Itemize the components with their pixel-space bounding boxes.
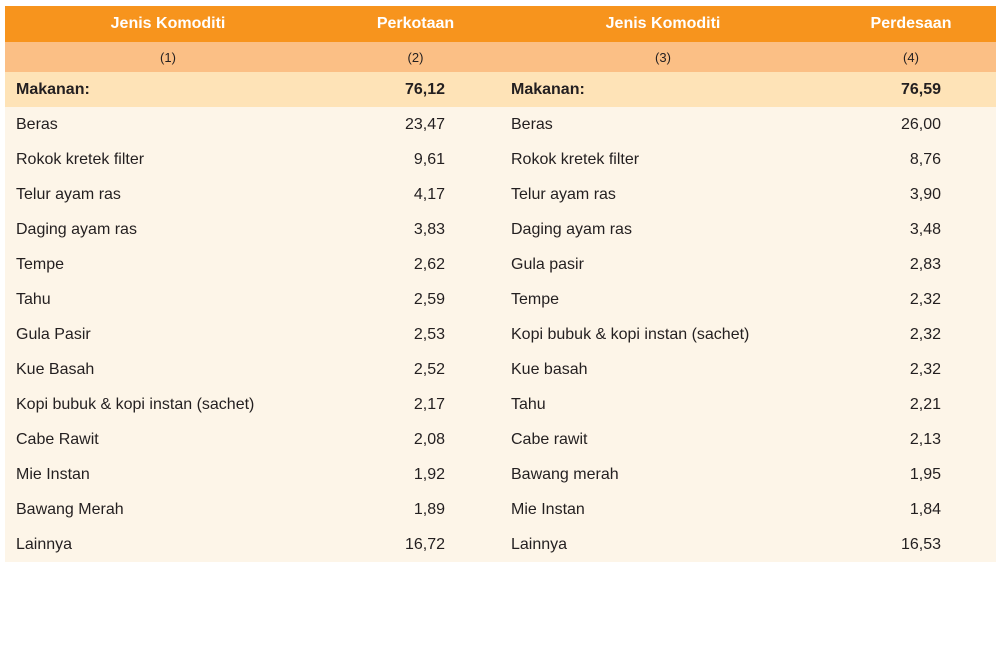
rural-commodity-cell: Mie Instan	[511, 500, 585, 518]
column-number-row	[5, 42, 996, 72]
urban-commodity-cell: Tahu	[16, 290, 51, 308]
column-number-4: (4)	[903, 49, 919, 65]
urban-value-cell: 2,62	[413, 255, 445, 273]
rural-commodity-cell: Bawang merah	[511, 465, 619, 483]
rural-commodity-cell: Kue basah	[511, 360, 588, 378]
rural-value-cell: 3,90	[909, 185, 941, 203]
rural-value-cell: 2,21	[909, 395, 941, 413]
table-row	[5, 422, 996, 457]
table-row	[5, 142, 996, 177]
rural-commodity-cell: Tahu	[511, 395, 546, 413]
table-row	[5, 212, 996, 247]
table-row	[5, 492, 996, 527]
urban-value-cell: 2,17	[413, 395, 445, 413]
urban-value-cell: 3,83	[413, 220, 445, 238]
rural-commodity-cell: Daging ayam ras	[511, 220, 632, 238]
header-urban-commodity: Jenis Komoditi	[110, 15, 226, 32]
rural-commodity-cell: Rokok kretek filter	[511, 150, 640, 168]
rural-commodity-cell: Kopi bubuk & kopi instan (sachet)	[511, 325, 750, 343]
rural-commodity-cell: Beras	[511, 115, 553, 133]
rural-value-cell: 2,32	[909, 325, 941, 343]
header-rural-commodity: Jenis Komoditi	[605, 15, 721, 32]
column-number-1: (1)	[160, 49, 176, 65]
rural-value-cell: 2,32	[909, 360, 941, 378]
urban-value-cell: 2,52	[413, 360, 445, 378]
rural-value-cell: 1,84	[909, 500, 941, 518]
rural-value-cell: 3,48	[909, 220, 941, 238]
urban-value-cell: 1,92	[413, 465, 445, 483]
table-row	[5, 457, 996, 492]
table-row	[5, 282, 996, 317]
table-row	[5, 387, 996, 422]
urban-commodity-cell: Kopi bubuk & kopi instan (sachet)	[16, 395, 255, 413]
rural-commodity-cell: Cabe rawit	[511, 430, 588, 448]
column-number-2: (2)	[407, 49, 424, 65]
rural-value-cell: 2,32	[909, 290, 941, 308]
urban-commodity-cell: Gula Pasir	[16, 325, 91, 343]
rural-value-cell: 26,00	[900, 115, 941, 133]
rural-value-cell: 16,53	[900, 535, 941, 553]
urban-commodity-cell: Kue Basah	[16, 360, 95, 378]
urban-commodity-cell: Mie Instan	[16, 465, 90, 483]
rural-value-cell: 1,95	[909, 465, 941, 483]
urban-commodity-cell: Bawang Merah	[16, 500, 124, 518]
rural-value-cell: 2,83	[909, 255, 941, 273]
column-number-3: (3)	[655, 49, 671, 65]
rural-value-cell: 8,76	[909, 150, 941, 168]
category-row	[5, 72, 996, 107]
rural-commodity-cell: Gula pasir	[511, 255, 584, 273]
urban-value-cell: 23,47	[404, 115, 445, 133]
table-row	[5, 317, 996, 352]
table-row	[5, 107, 996, 142]
table-row	[5, 527, 996, 562]
table-row	[5, 177, 996, 212]
urban-value-cell: 2,59	[413, 290, 445, 308]
urban-value-cell: 16,72	[404, 535, 445, 553]
category-urban-name: Makanan:	[16, 80, 90, 98]
table-header-row	[5, 6, 996, 42]
header-urban: Perkotaan	[376, 15, 455, 32]
urban-value-cell: 9,61	[413, 150, 445, 168]
table-row	[5, 352, 996, 387]
table-row	[5, 247, 996, 282]
category-rural-value: 76,59	[900, 80, 941, 98]
header-rural: Perdesaan	[870, 15, 952, 32]
urban-commodity-cell: Beras	[16, 115, 58, 133]
urban-value-cell: 2,08	[413, 430, 445, 448]
urban-commodity-cell: Telur ayam ras	[16, 185, 121, 203]
commodity-table-container	[5, 6, 996, 562]
urban-commodity-cell: Daging ayam ras	[16, 220, 137, 238]
urban-value-cell: 2,53	[413, 325, 445, 343]
rural-commodity-cell: Tempe	[511, 290, 560, 308]
urban-value-cell: 1,89	[413, 500, 445, 518]
rural-value-cell: 2,13	[909, 430, 941, 448]
urban-commodity-cell: Lainnya	[16, 535, 73, 553]
urban-commodity-cell: Tempe	[16, 255, 65, 273]
urban-value-cell: 4,17	[413, 185, 445, 203]
rural-commodity-cell: Telur ayam ras	[511, 185, 616, 203]
urban-commodity-cell: Rokok kretek filter	[16, 150, 145, 168]
urban-commodity-cell: Cabe Rawit	[16, 430, 99, 448]
category-rural-name: Makanan:	[511, 80, 585, 98]
rural-commodity-cell: Lainnya	[511, 535, 568, 553]
category-urban-value: 76,12	[404, 80, 445, 98]
commodity-table	[5, 6, 996, 562]
